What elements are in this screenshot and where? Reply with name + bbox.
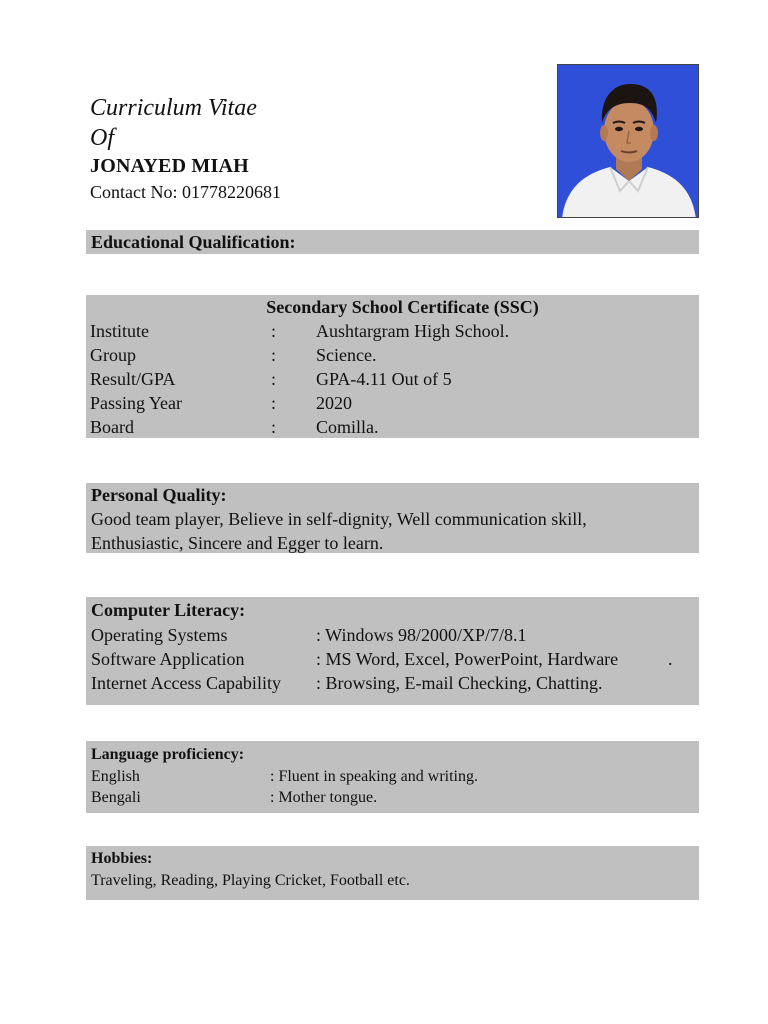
cv-of: Of <box>90 125 114 151</box>
literacy-value: : Windows 98/2000/XP/7/8.1 <box>316 625 527 645</box>
ssc-key: Passing Year <box>90 393 183 413</box>
personal-quality-heading: Personal Quality: <box>91 485 227 505</box>
ssc-row-result <box>86 367 699 391</box>
ssc-colon: : <box>271 345 277 365</box>
computer-literacy-row <box>86 647 699 671</box>
language-row <box>86 787 699 808</box>
ssc-colon: : <box>271 417 277 437</box>
ssc-row-institute <box>86 319 699 343</box>
ssc-row-board <box>86 415 699 439</box>
language-proficiency-section <box>86 741 699 813</box>
ssc-title: Secondary School Certificate (SSC) <box>266 297 539 317</box>
hobbies-heading: Hobbies: <box>91 850 153 867</box>
cv-header <box>90 92 530 204</box>
computer-literacy-row <box>86 623 699 647</box>
ssc-colon: : <box>271 369 277 389</box>
cv-title: Curriculum Vitae <box>90 95 257 121</box>
personal-quality-line: Good team player, Believe in self-dignity, Well communication skill, <box>91 509 587 529</box>
literacy-trailing-dot: . <box>668 649 673 669</box>
ssc-value: 2020 <box>316 393 352 413</box>
ssc-row-group <box>86 343 699 367</box>
language-proficiency-heading: Language proficiency: <box>91 746 245 763</box>
personal-quality-section <box>86 483 699 553</box>
ssc-value: Science. <box>316 345 377 365</box>
profile-photo <box>557 64 699 218</box>
education-heading: Educational Qualification: <box>86 230 699 254</box>
candidate-name: JONAYED MIAH <box>90 155 249 177</box>
language-value: : Mother tongue. <box>270 789 378 806</box>
hobbies-section <box>86 846 699 900</box>
ssc-key: Institute <box>90 321 149 341</box>
literacy-key: Internet Access Capability <box>91 673 281 693</box>
language-key: English <box>91 768 140 785</box>
ssc-key: Board <box>90 417 134 437</box>
computer-literacy-section <box>86 597 699 705</box>
ssc-key: Group <box>90 345 136 365</box>
language-key: Bengali <box>91 789 141 806</box>
personal-quality-line: Enthusiastic, Sincere and Egger to learn. <box>91 533 384 553</box>
ssc-value: Comilla. <box>316 417 379 437</box>
hobbies-text: Traveling, Reading, Playing Cricket, Football etc. <box>91 872 410 889</box>
literacy-key: Software Application <box>91 649 245 669</box>
contact-number: Contact No: 01778220681 <box>90 182 281 202</box>
language-row <box>86 766 699 787</box>
ssc-colon: : <box>271 393 277 413</box>
literacy-value: : Browsing, E-mail Checking, Chatting. <box>316 673 603 693</box>
computer-literacy-heading: Computer Literacy: <box>91 600 246 620</box>
computer-literacy-row <box>86 671 699 695</box>
literacy-value: : MS Word, Excel, PowerPoint, Hardware <box>316 649 619 669</box>
person-portrait-icon <box>558 65 699 218</box>
ssc-row-passing-year <box>86 391 699 415</box>
ssc-colon: : <box>271 321 277 341</box>
ssc-value: Aushtargram High School. <box>316 321 510 341</box>
ssc-section <box>86 295 699 438</box>
ssc-key: Result/GPA <box>90 369 176 389</box>
language-value: : Fluent in speaking and writing. <box>270 768 478 785</box>
ssc-value: GPA-4.11 Out of 5 <box>316 369 452 389</box>
literacy-key: Operating Systems <box>91 625 228 645</box>
